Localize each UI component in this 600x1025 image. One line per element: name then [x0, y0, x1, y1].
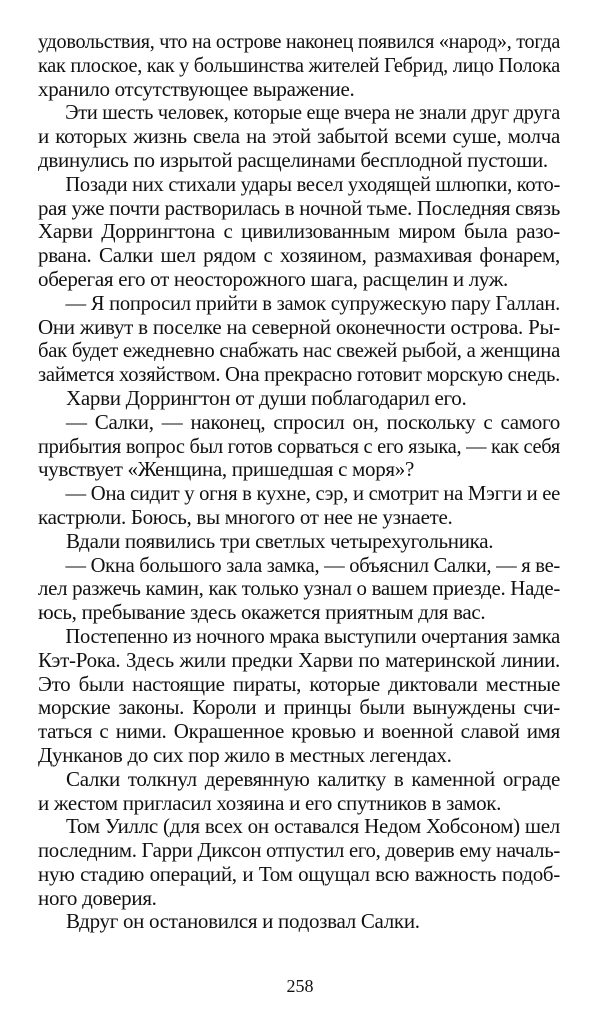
text-line-content: рая уже почти растворилась в ночной тьме. Последняя связь [38, 195, 560, 220]
text-line [38, 815, 560, 839]
text-line-content: Позади них стихали удары весел уходящей шлюпки, кото- [65, 171, 561, 196]
text-line [38, 292, 560, 316]
text-line [38, 78, 560, 102]
text-line [38, 173, 560, 197]
text-line-content: Эти шесть человек, которые еще вчера не знали друг друга [65, 100, 560, 125]
text-line-content: лел разжечь камин, как только узнал о вашем приезде. Наде- [38, 576, 560, 601]
text-line-content: — Она сидит у огня в кухне, сэр, и смотрит на Мэгги и ее [65, 481, 560, 506]
text-line-content: Кэт-Рока. Здесь жили предки Харви по материнской линии. [38, 647, 560, 672]
text-line [38, 792, 560, 816]
text-line [38, 910, 560, 934]
text-line [38, 625, 560, 649]
text-line [38, 363, 560, 387]
text-line [38, 887, 560, 911]
text-line [38, 125, 560, 149]
text-line-content: ного доверия. [38, 885, 157, 910]
text-line [38, 601, 560, 625]
text-line-content: — Окна большого зала замка, — объяснил Салки, — я ве- [65, 552, 561, 577]
text-line [38, 744, 560, 768]
text-line [38, 863, 560, 887]
text-line [38, 482, 560, 506]
text-line-content: хранило отсутствующее выражение. [38, 76, 355, 101]
text-line [38, 458, 560, 482]
text-line [38, 30, 560, 54]
text-line-content: бак будет ежедневно снабжать нас свежей рыбой, а женщина [38, 338, 560, 363]
text-line-content: Вдали появились три светлых четырехугольника. [66, 528, 494, 553]
text-line [38, 673, 560, 697]
text-line-content: ную стадию операций, и Том ощущал всю важность подоб- [38, 861, 560, 886]
text-line [38, 411, 560, 435]
text-line-content: Том Уиллс (для всех он оставался Недом Хобсоном) шел [66, 814, 560, 839]
text-line-content: оберегая его от неосторожного шага, расщелин и луж. [38, 266, 508, 291]
text-line [38, 720, 560, 744]
text-line [38, 149, 560, 173]
text-line-content: Харви Доррингтон от души поблагодарил его. [66, 385, 467, 410]
text-line-content: Постепенно из ночного мрака выступили очертания замка [65, 623, 561, 648]
book-page-text [38, 30, 560, 934]
text-line [38, 839, 560, 863]
text-line-content: кастрюли. Боюсь, вы многого от нее не узнаете. [38, 504, 453, 529]
text-line-content: морские законы. Короли и принцы были вынуждены счи- [38, 695, 560, 720]
text-line-content: удовольствия, что на острове наконец появился «народ», тогда [38, 29, 560, 53]
text-line-content: — Салки, — наконец, спросил он, поскольку с самого [66, 409, 560, 434]
text-line [38, 101, 560, 125]
text-line-content: и жестом пригласил хозяина и его спутников в замок. [38, 790, 502, 815]
text-line [38, 220, 560, 244]
text-line [38, 768, 560, 792]
text-line-content: юсь, пребывание здесь окажется приятным для вас. [38, 600, 486, 625]
text-line [38, 244, 560, 268]
text-line [38, 268, 560, 292]
text-line [38, 387, 560, 411]
text-line [38, 54, 560, 78]
text-line-content: Харви Доррингтона с цивилизованным миром была разо- [38, 219, 560, 244]
page-number: 258 [286, 976, 314, 996]
text-line-content: Дунканов до сих пор жило в местных легендах. [38, 742, 452, 767]
text-line-content: Вдруг он остановился и подозвал Салки. [66, 909, 420, 934]
text-line [38, 339, 560, 363]
text-line-content: Это были настоящие пираты, которые диктовали местные [38, 671, 560, 696]
text-line [38, 577, 560, 601]
text-line [38, 530, 560, 554]
text-line [38, 435, 560, 459]
text-line-content: Салки толкнул деревянную калитку в каменной ограде [66, 766, 560, 791]
text-line [38, 197, 560, 221]
text-line-content: прибытия вопрос был готов сорваться с его языка, — как себя [38, 433, 560, 458]
text-line-content: и которых жизнь свела на этой забытой всеми суше, молча [38, 124, 560, 149]
text-line-content: — Я попросил прийти в замок супружескую пару Галлан. [65, 290, 560, 315]
text-line-content: двинулись по изрытой расщелинами бесплодной пустоши. [38, 147, 548, 172]
text-line-content: рвана. Салки шел рядом с хозяином, размахивая фонарем, [38, 243, 560, 268]
text-line-content: таться с ними. Окрашенное кровью и военной славой имя [38, 719, 560, 744]
text-line-content: чувствует «Женщина, пришедшая с моря»? [38, 457, 415, 482]
text-line [38, 506, 560, 530]
text-line-content: займется хозяйством. Она прекрасно готовит морскую снедь. [38, 362, 560, 387]
text-line-content: Они живут в поселке на северной оконечности острова. Ры- [38, 314, 560, 339]
text-line [38, 649, 560, 673]
text-line [38, 696, 560, 720]
text-line [38, 316, 560, 340]
text-line-content: как плоское, как у большинства жителей Гебрид, лицо Полока [38, 52, 560, 77]
text-line [38, 554, 560, 578]
text-line-content: последним. Гарри Диксон отпустил его, доверив ему началь- [38, 838, 560, 863]
